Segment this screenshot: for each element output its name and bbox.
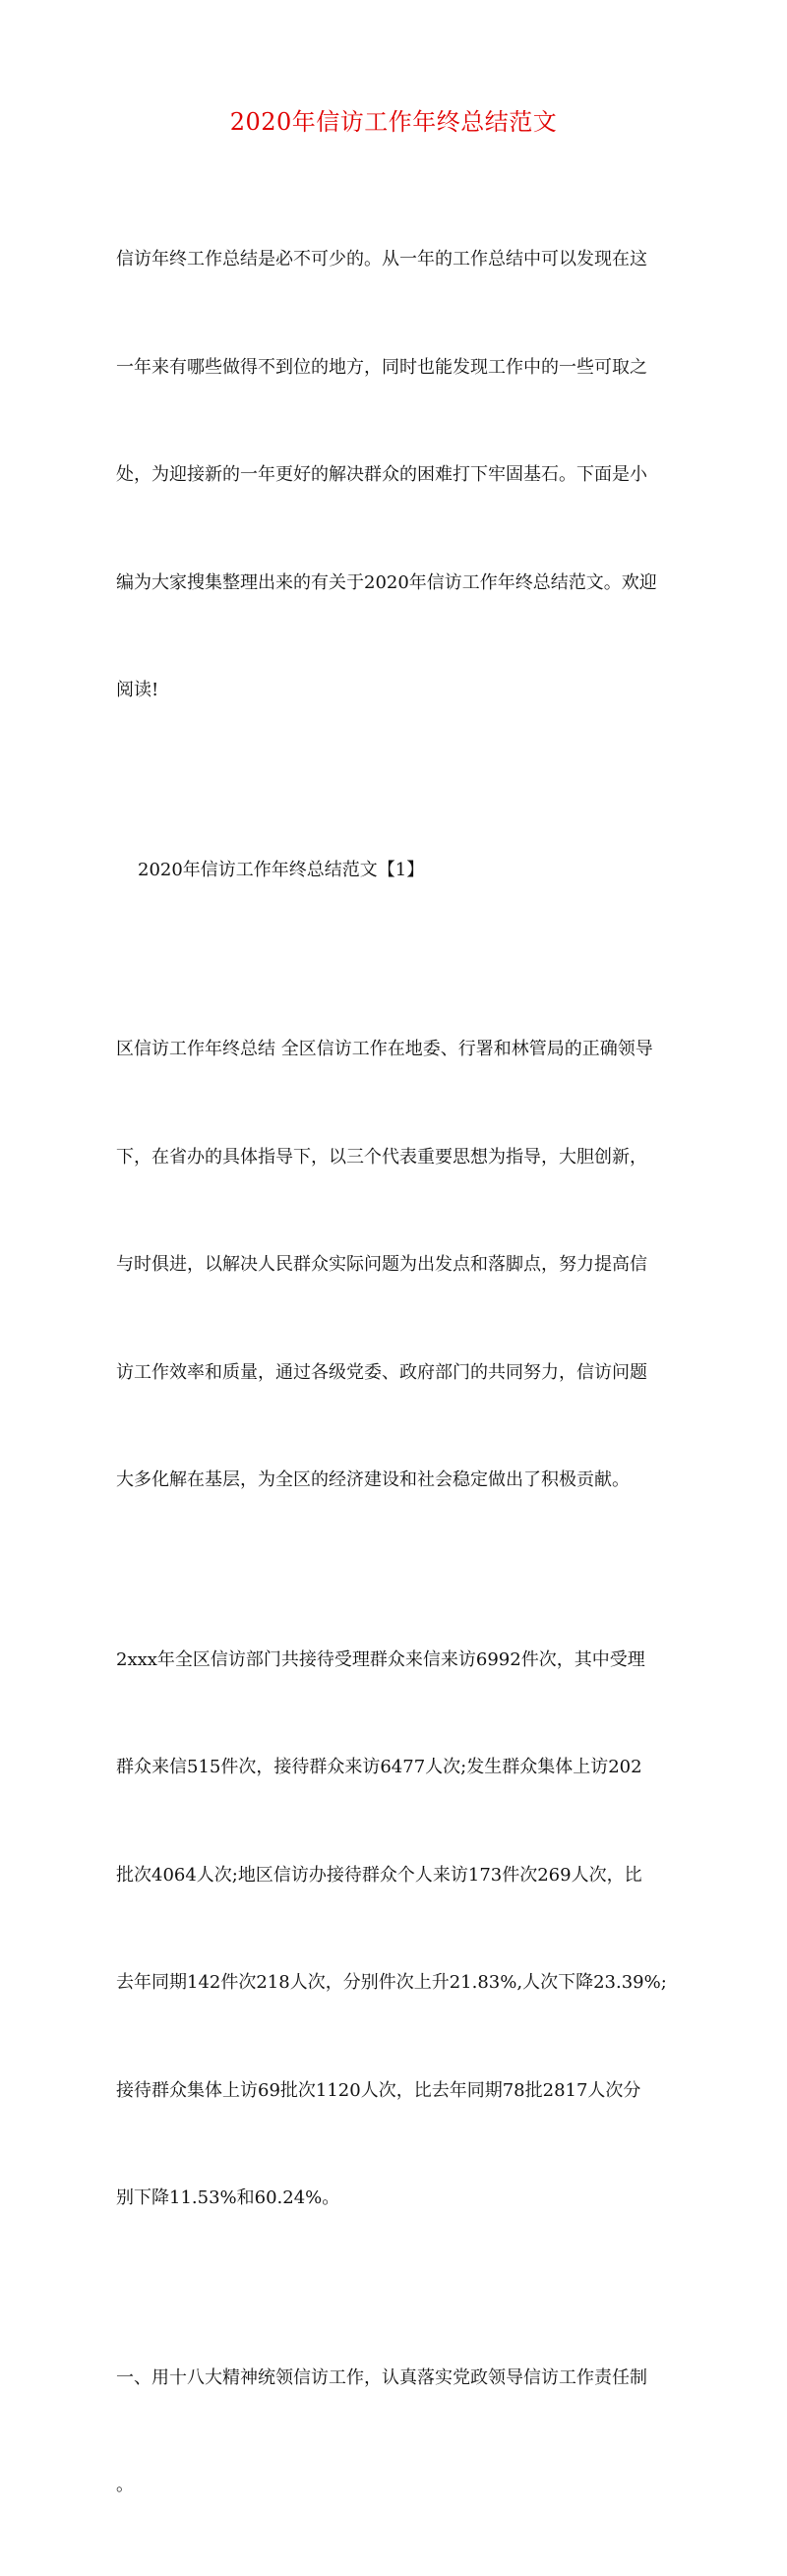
text-line: 2020年信访工作年终总结范文【1】 xyxy=(138,859,425,880)
text-line: 接待群众集体上访69批次1120人次，比去年同期78批2817人次分 xyxy=(116,2079,641,2101)
text-line: 访工作效率和质量，通过各级党委、政府部门的共同努力，信访问题 xyxy=(116,1361,647,1383)
text-line: 一、用十八大精神统领信访工作，认真落实党政领导信访工作责任制 xyxy=(116,2366,647,2388)
text-line: 一年来有哪些做得不到位的地方，同时也能发现工作中的一些可取之 xyxy=(116,356,647,378)
text-line: 下，在省办的具体指导下，以三个代表重要思想为指导，大胆创新， xyxy=(116,1146,647,1168)
text-line: 去年同期142件次218人次，分别件次上升21.83%,人次下降23.39%; xyxy=(116,1972,667,1993)
text-line: 批次4064人次;地区信访办接待群众个人来访173件次269人次，比 xyxy=(116,1864,642,1886)
intro-paragraph xyxy=(116,170,682,781)
document-title: 2020年信访工作年终总结范文 xyxy=(229,108,558,136)
text-line: 与时俱进，以解决人民群众实际问题为出发点和落脚点，努力提高信 xyxy=(116,1254,647,1275)
summary-paragraph xyxy=(116,960,682,1571)
text-line: 编为大家搜集整理出来的有关于2020年信访工作年终总结范文。欢迎 xyxy=(116,571,657,593)
text-line: 别下降11.53%和60.24%。 xyxy=(116,2187,340,2208)
text-line: 。 xyxy=(116,2475,134,2495)
text-line: 区信访工作年终总结 全区信访工作在地委、行署和林管局的正确领导 xyxy=(116,1039,653,1059)
section-heading xyxy=(116,781,682,961)
text-line: 大多化解在基层，为全区的经济建设和社会稳定做出了积极贡献。 xyxy=(116,1469,630,1490)
text-line: 处，为迎接新的一年更好的解决群众的困难打下牢固基石。下面是小 xyxy=(116,464,647,485)
section-one-paragraph xyxy=(116,2289,682,2576)
statistics-paragraph xyxy=(116,1571,682,2289)
text-line: 群众来信515件次，接待群众来访6477人次;发生群众集体上访202 xyxy=(116,1757,642,1777)
document-body xyxy=(116,170,682,2576)
text-line: 2xxx年全区信访部门共接待受理群众来信来访6992件次，其中受理 xyxy=(116,1648,645,1670)
text-line: 阅读! xyxy=(116,680,159,700)
text-line: 信访年终工作总结是必不可少的。从一年的工作总结中可以发现在这 xyxy=(116,249,647,270)
